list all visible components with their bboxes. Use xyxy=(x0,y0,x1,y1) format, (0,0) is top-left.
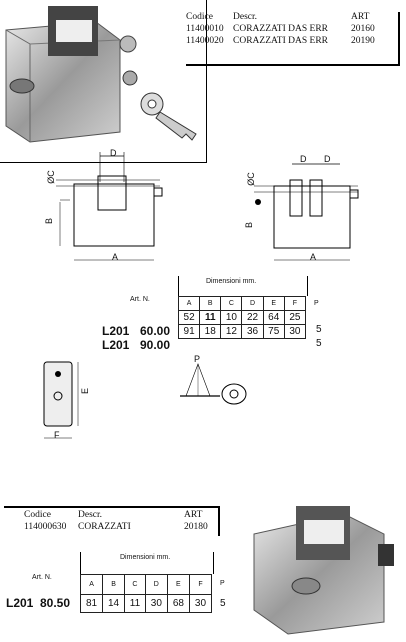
drawing-left xyxy=(40,146,180,272)
label-e: E xyxy=(80,387,91,395)
row-codice: 114000630 xyxy=(24,522,67,532)
row2-p: 5 xyxy=(316,338,322,349)
col-c: C xyxy=(221,297,242,311)
col-f: F xyxy=(189,575,211,595)
header-descr: Descr. xyxy=(78,510,103,520)
label-p: P xyxy=(194,354,201,364)
art-label: Art. N. xyxy=(32,574,52,581)
row-size: 80.50 xyxy=(40,596,71,610)
row2-art: 20190 xyxy=(351,36,375,46)
header-codice: Codice xyxy=(186,12,213,22)
row-descr: CORAZZATI xyxy=(78,522,131,532)
side-view-drawing xyxy=(28,356,100,448)
dim-title: Dimensioni mm. xyxy=(206,278,257,285)
label-b: B xyxy=(44,217,55,225)
col-f: F xyxy=(284,297,305,311)
label-d2: D xyxy=(324,154,331,164)
dim-title: Dimensioni mm. xyxy=(120,554,171,561)
p-header: P xyxy=(220,580,225,587)
key-symbol xyxy=(176,356,256,408)
row1-descr: CORAZZATI DAS ERR xyxy=(233,24,329,34)
col-b: B xyxy=(200,297,221,311)
dimension-table-2: Dimensioni mm. Art. N. P A B C D E F 81 14 11 30 68 30 L201 80.50 5 xyxy=(2,550,236,620)
col-b: B xyxy=(103,575,125,595)
top-code-list xyxy=(186,12,400,66)
label-d1: D xyxy=(300,154,307,164)
bottom-code-list xyxy=(4,506,220,536)
p-header: P xyxy=(314,300,319,307)
label-a: A xyxy=(310,252,317,262)
drawing-right xyxy=(244,150,364,272)
row2-model: L201 xyxy=(102,338,130,352)
row-art: 20180 xyxy=(184,522,208,532)
header-codice: Codice xyxy=(24,510,51,520)
col-e: E xyxy=(263,297,284,311)
header-art: ART xyxy=(351,12,370,22)
label-d: D xyxy=(110,148,117,158)
label-f: F xyxy=(54,430,60,440)
col-e: E xyxy=(167,575,189,595)
header-descr: Descr. xyxy=(233,12,258,22)
col-c: C xyxy=(125,575,146,595)
row1-model: L201 xyxy=(102,324,130,338)
dimension-table-1: Dimensioni mm. Art. N. P A B C D E F 52 11 10 22 64 25 91 18 12 36 75 30 L201 60.00 L201 90.00 5 5 xyxy=(102,278,322,352)
art-label: Art. N. xyxy=(130,296,150,303)
row2-size: 90.00 xyxy=(140,338,171,352)
row1-art: 20160 xyxy=(351,24,375,34)
label-a: A xyxy=(112,252,119,262)
col-d: D xyxy=(242,297,263,311)
col-a: A xyxy=(179,297,200,311)
row2-descr: CORAZZATI DAS ERR xyxy=(233,36,329,46)
key-icon xyxy=(176,356,256,408)
row-p: 5 xyxy=(220,598,226,609)
top-photo-frame xyxy=(0,0,207,163)
bottom-photo xyxy=(244,494,406,637)
label-c: ØC xyxy=(245,172,256,186)
padlock-photo xyxy=(0,0,206,162)
header-art: ART xyxy=(184,510,203,520)
col-d: D xyxy=(145,575,167,595)
row1-size: 60.00 xyxy=(140,324,171,338)
label-c: ØC xyxy=(45,170,56,184)
row1-codice: 11400010 xyxy=(186,24,224,34)
label-b: B xyxy=(244,221,255,229)
col-a: A xyxy=(81,575,103,595)
row1-p: 5 xyxy=(316,324,322,335)
row-model: L201 xyxy=(6,596,34,610)
row2-codice: 11400020 xyxy=(186,36,224,46)
